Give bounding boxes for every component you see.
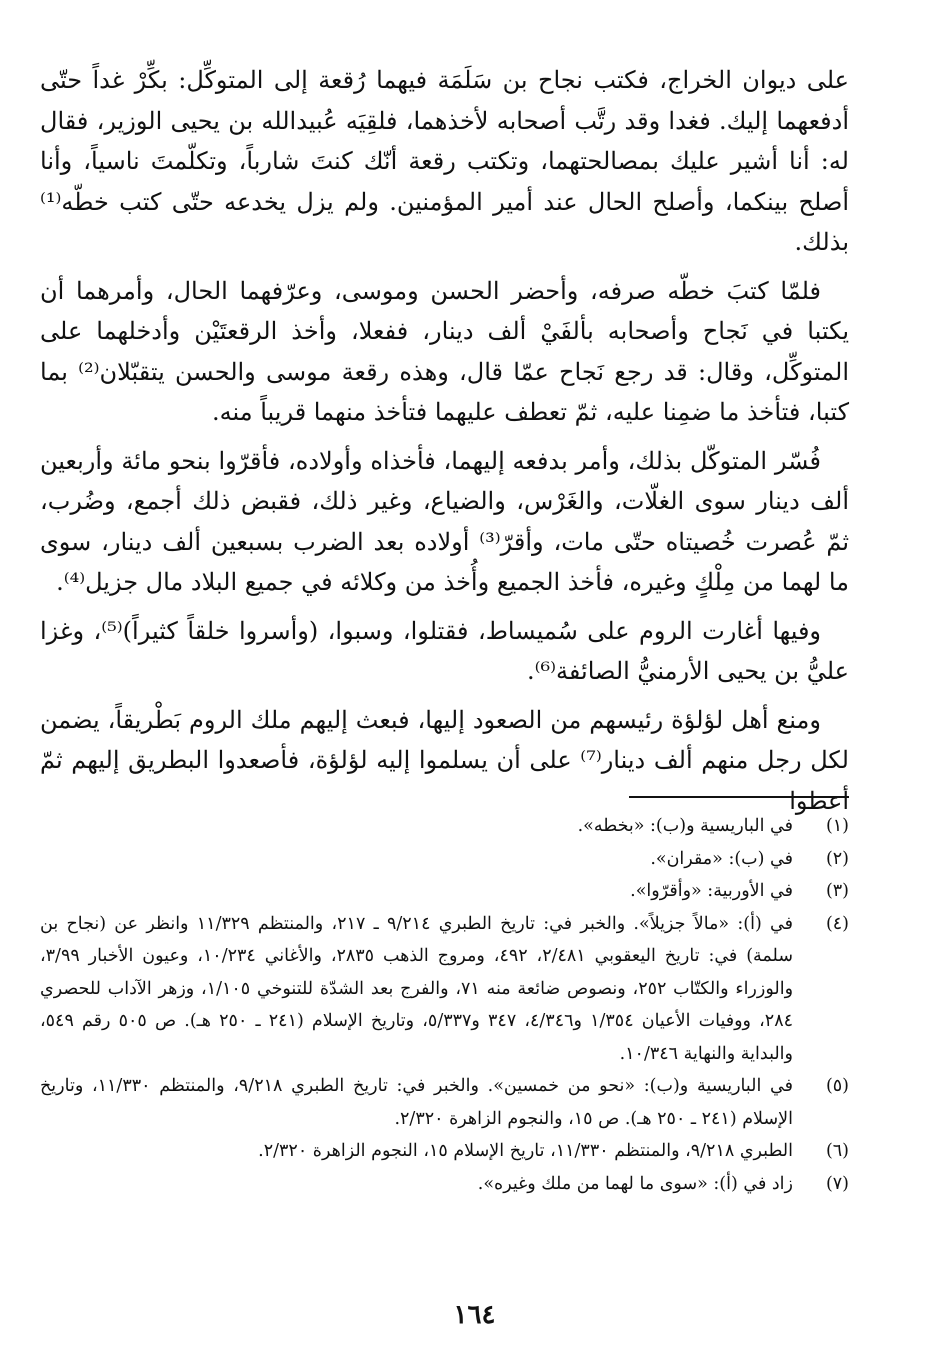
footnote-number: (٣) [825, 881, 849, 901]
footnote-4 [40, 908, 849, 1071]
footnote-1 [40, 810, 849, 843]
footnote-text: زاد في (أ): «سوى ما لهما من ملك وغيره». [477, 1173, 793, 1194]
footnote-2 [40, 843, 849, 876]
footnote-5 [40, 1070, 849, 1135]
footnotes [40, 810, 849, 1200]
footnote-number: (٤) [825, 913, 849, 934]
footnote-6 [40, 1135, 849, 1168]
footnote-number: (٦) [825, 1141, 849, 1161]
footnote-3 [40, 875, 849, 908]
footnote-text: في الأوربية: «وأقرّوا». [630, 881, 793, 901]
footnote-number: (١) [825, 816, 849, 836]
paragraph-3: فُسّر المتوكّل بذلك، وأمر بدفعه إليهما، فأخذاه وأولاده، فأقرّوا بنحو مائة وأربعين ألف دينار سوى الغلّات، والغَرْس، والضياع، وغير ذلك، فقبض ذلك أجمع، وضُرب، ثمّ عُصرت خُصيتاه حتّى مات، وأقرّ⁽³⁾ أولاده بعد الضرب بسبعين ألف دينار، سوى ما لهما من مِلْكٍ وغيره، فأخذ الجميع وأُخذ من وكلائه في جميع البلاد مال جزيل⁽⁴⁾. [40, 446, 849, 596]
paragraph-2: فلمّا كتبَ خطّه صرفه، وأحضر الحسن وموسى، وعرّفهما الحال، وأمرهما أن يكتبا في نَجاح وأصحابه بألفَيْ ألف دينار، ففعلا، وأخذ الرقعتَيْن وأدخلهما على المتوكِّل، وقال: قد رجع نَجاح عمّا قال، وهذه رقعة موسى والحسن يتقبّلان⁽²⁾ بما كتبا، فتأخذ ما ضمِنا عليه، ثمّ تعطف عليهما فتأخذ منهما قريباً منه. [40, 276, 850, 426]
footnote-separator [629, 796, 849, 798]
footnote-text: في (أ): «مالاً جزيلاً». والخبر في: تاريخ الطبري ٩/٢١٤ ـ ٢١٧، والمنتظم ١١/٣٢٩ وانظر عن (نجاح بن سلمة) في: تاريخ اليعقوبي ٢/٤٨١، ٤٩٢، ومروج الذهب ٢٨٣٥، والأغاني ١٠/٢٣٤، وعيون الأخبار ٣/٩٩، والوزراء والكتّاب ٢٥٢، ونصوص ضائعة منه ٧١، والفرج بعد الشدّة للتنوخي ١/١٠٥، وزهر الآداب للحصري ٢٨٤، ووفيات الأعيان ١/٣٥٤ و٤/٣٤٦، ٣٤٧ و٥/٣٣٧، وتاريخ الإسلام (٢٤١ ـ ٢٥٠ هـ). ص ٥٠٥ رقم ٥٤٩، والبداية والنهاية ١٠/٣٤٦. [40, 913, 794, 1064]
paragraph-1: على ديوان الخراج، فكتب نجاح بن سَلَمَة فيهما رُقعة إلى المتوكِّل: بكِّرْ غداً حتّى أدفعهما إليك. فغدا وقد رتَّب أصحابه لأخذهما، فلقِيَه عُبيدالله بن يحيى الوزير، فقال له: أنا أشير عليك بمصالحتهما، وتكتب رقعة أنّك كنتَ شارباً، وتكلّمتَ ناسياً، وأنا أصلح بينكما، وأصلح الحال عند أمير المؤمنين. ولم يزل يخدعه حتّى كتب خطّه⁽¹⁾ بذلك. [40, 66, 849, 256]
footnote-text: في الباريسية و(ب): «نحو من خمسين». والخبر في: تاريخ الطبري ٩/٢١٨، والمنتظم ١١/٣٣٠، وتاريخ الإسلام (٢٤١ ـ ٢٥٠ هـ). ص ١٥، والنجوم الزاهرة ٢/٣٢٠. [40, 1076, 793, 1129]
footnote-text: في (ب): «مقران». [650, 848, 793, 869]
main-text [40, 60, 849, 821]
paragraph-4: وفيها أغارت الروم على سُميساط، فقتلوا، وسبوا، (وأسروا خلقاً كثيراً)⁽⁵⁾، وغزا عليُّ بن يحيى الأرمنيُّ الصائفة⁽⁶⁾. [40, 616, 849, 685]
footnote-number: (٢) [825, 848, 849, 869]
footnote-text: في الباريسية و(ب): «بخطه». [577, 816, 793, 836]
paragraph-5: ومنع أهل لؤلؤة رئيسهم من الصعود إليها، فبعث إليهم ملك الروم بَطْريقاً، يضمن لكل رجل منهم ألف دينار⁽⁷⁾ على أن يسلموا إليه لؤلؤة، فأصعدوا البطريق إليهم ثمّ أعطوا [40, 705, 849, 815]
footnote-number: (٧) [825, 1173, 849, 1194]
footnote-number: (٥) [825, 1076, 849, 1096]
footnote-7 [40, 1168, 849, 1201]
footnote-text: الطبري ٩/٢١٨، والمنتظم ١١/٣٣٠، تاريخ الإسلام ١٥، النجوم الزاهرة ٢/٣٢٠. [258, 1141, 793, 1161]
page-number: ١٦٤ [453, 1300, 496, 1330]
